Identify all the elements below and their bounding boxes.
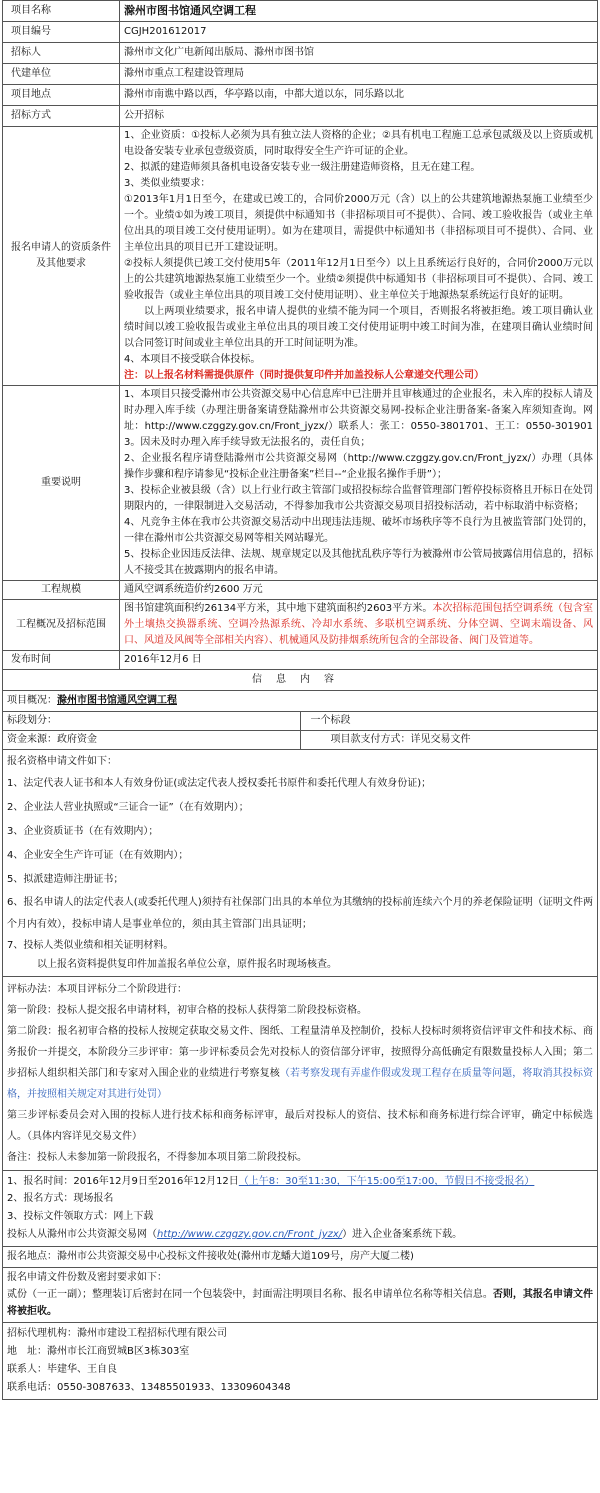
signup-time bbox=[7, 1173, 593, 1190]
important-para: 4、凡竞争主体在我市公共资源交易活动中出现违法违规、破坏市场秩序等不良行为且被监管部门处罚的，一律在滁州市公共资源交易网等相关网站曝光。 bbox=[124, 517, 593, 544]
important-label: 重要说明 bbox=[3, 386, 120, 581]
agent-builder-value: 滁州市重点工程建设管理局 bbox=[120, 64, 598, 85]
copies-line bbox=[7, 1286, 593, 1320]
qualification-content bbox=[120, 127, 598, 386]
eval-line bbox=[7, 1021, 593, 1105]
location-label: 项目地点 bbox=[3, 85, 120, 106]
signup-content bbox=[3, 1171, 598, 1247]
signup-doc-a: 投标人从滁州市公共资源交易网（ bbox=[7, 1229, 157, 1240]
location-value: 滁州市南谯中路以西，华亭路以南，中都大道以东，同乐路以北 bbox=[120, 85, 598, 106]
eval-line: 备注：投标人未参加第一阶段报名，不得参加本项目第二阶段投标。 bbox=[7, 1152, 307, 1163]
materials-tail: 以上报名资料提供复印件加盖报名单位公章，原件报名时现场核查。 bbox=[37, 959, 337, 970]
agency-address: 地 址：滁州市长江商贸城B区3栋303室 bbox=[7, 1346, 190, 1357]
info-signup-row bbox=[3, 1171, 598, 1247]
signup-doc-b: ）进入企业备案系统下载。 bbox=[342, 1229, 463, 1240]
scale-value: 通风空调系统造价约2600 万元 bbox=[120, 581, 598, 600]
qualification-para: 1、企业资质：①投标人必须为具有独立法人资格的企业；②具有机电工程施工总承包贰级及以上资质或机电设备安装专业承包壹级资质，同时取得安全生产许可证的企业。 bbox=[124, 130, 593, 157]
qualification-para: 以上两项业绩要求，报名申请人提供的业绩不能为同一个项目，否则报名将被拒绝。竣工项目确认业绩时间以竣工验收报告或业主单位出具的项目竣工交付使用证明中竣工时间为准，在建项目确认业绩时间以合同签订时间或业主单位出具的开工时间证明为准。 bbox=[124, 306, 593, 349]
qualification-para: 4、本项目不接受联合体投标。 bbox=[124, 354, 261, 365]
info-copies-row bbox=[3, 1268, 598, 1323]
eval-content bbox=[3, 977, 598, 1171]
materials-line: 6、报名申请人的法定代表人(或委托代理人)须持有社保部门出具的本单位为其缴纳的投标前连续六个月的养老保险证明（证明文件两个月内有效），投标申请人是事业单位的，须由其主管部门出具证明； bbox=[7, 897, 593, 930]
fund-source: 资金来源：政府资金 bbox=[3, 731, 301, 750]
important-para: 1、本项目只接受滁州市公共资源交易中心信息库中已注册并且审核通过的企业报名，未入库的投标人请及时办理入库手续（办理注册备案请登陆滁州市公共资源交易网-投标企业注册备案-备案入库须知查询。网址：http://www.czggzy.gov.cn/Front_jyzx/）联系人：张工：0550-3801701、王工：0550-3019013。因未及时办理入库手续导致无法报名的，责任自负； bbox=[124, 389, 593, 448]
eval-line: 第一阶段：投标人提交报名申请材料，初审合格的投标人获得第二阶段投标资格。 bbox=[7, 1005, 367, 1016]
row-tenderer bbox=[3, 43, 598, 64]
tender-method-label: 招标方式 bbox=[3, 106, 120, 127]
qualification-para: 3、类似业绩要求： bbox=[124, 178, 211, 189]
scale-label: 工程规模 bbox=[3, 581, 120, 600]
info-materials-row bbox=[3, 750, 598, 977]
agency-name: 招标代理机构：滁州市建设工程招标代理有限公司 bbox=[7, 1328, 227, 1339]
info-eval-row bbox=[3, 977, 598, 1171]
info-overview bbox=[3, 691, 598, 712]
eval-line: 评标办法：本项目评标分二个阶段进行： bbox=[7, 984, 187, 995]
agency-contact: 联系人：毕建华、王自良 bbox=[7, 1364, 117, 1375]
row-important bbox=[3, 386, 598, 581]
publish-time-value: 2016年12月6 日 bbox=[120, 651, 598, 670]
tender-method-value: 公开招标 bbox=[120, 106, 598, 127]
row-project-number bbox=[3, 22, 598, 43]
project-number-value: CGJH201612017 bbox=[120, 22, 598, 43]
project-info-table bbox=[2, 0, 598, 670]
eval-stage2-note: （若考察发现有弄虚作假或发现工程存在质量等问题，将取消其投标资格，并按照相关规定对其进行处罚） bbox=[7, 1068, 594, 1100]
eval-stage2: 第二阶段：报名初审合格的投标人按规定获取交易文件、图纸、工程量清单及控制价，投标人投标时须将资信评审文件和技术标、商务报价一并提交，本阶段分三步评审：第一步评标委员会先对投标人的资信部分评审，按照得分高低确定有限数量投标人入围；第二步招标人组织相关部门和专家对入围企业的业绩进行考察复核 bbox=[7, 1026, 593, 1079]
row-tender-method bbox=[3, 106, 598, 127]
important-content bbox=[120, 386, 598, 581]
info-content-table bbox=[2, 669, 598, 1400]
tender-announcement bbox=[2, 0, 598, 1400]
copies-desc: 贰份（一正一副）；整理装订后密封在同一个包装袋中，封面需注明项目名称、报名申请单位名称等相关信息。 bbox=[7, 1289, 493, 1300]
info-header: 信息内容 bbox=[3, 670, 598, 691]
agency-phone: 联系电话：0550-3087633、13485501933、13309604348 bbox=[7, 1382, 291, 1393]
row-project-name bbox=[3, 1, 598, 22]
info-overview-value: 滁州市图书馆通风空调工程 bbox=[57, 695, 177, 706]
qualification-para: 2、拟派的建造师须具备机电设备安装专业一级注册建造师资格，且无在建工程。 bbox=[124, 162, 481, 173]
section-value: 一个标段 bbox=[300, 712, 598, 731]
overview-label: 工程概况及招标范围 bbox=[3, 600, 120, 651]
info-place-row bbox=[3, 1247, 598, 1268]
eval-line: 第三步评标委员会对入围的投标人进行技术标和商务标评审，最后对投标人的资信、技术标和商务标进行综合评审，确定中标候选人。（具体内容详见交易文件） bbox=[7, 1110, 593, 1142]
signup-place: 报名地点：滁州市公共资源交易中心投标文件接收处(滁州市龙蟠大道109号，房产大厦二楼) bbox=[3, 1247, 598, 1268]
signup-doc: 3、投标文件领取方式：网上下载 bbox=[7, 1211, 154, 1222]
materials-line: 报名资格申请文件如下： bbox=[7, 756, 117, 767]
materials-line: 5、拟派建造师注册证书； bbox=[7, 874, 124, 885]
info-agency-row bbox=[3, 1323, 598, 1400]
info-header-row bbox=[3, 670, 598, 691]
overview-content bbox=[120, 600, 598, 651]
materials-line: 3、企业资质证书（在有效期内）； bbox=[7, 826, 159, 837]
materials-line: 4、企业安全生产许可证（在有效期内）； bbox=[7, 850, 189, 861]
row-publish-time bbox=[3, 651, 598, 670]
tenderer-value: 滁州市文化广电新闻出版局、滁州市图书馆 bbox=[120, 43, 598, 64]
signup-method: 2、报名方式：现场报名 bbox=[7, 1193, 114, 1204]
signup-time-hours: （上午8：30至11:30，下午15:00至17:00，节假日不接受报名） bbox=[238, 1176, 535, 1187]
row-agent-builder bbox=[3, 64, 598, 85]
qualification-label: 报名申请人的资质条件及其他要求 bbox=[3, 127, 120, 386]
project-name-value: 滁州市图书馆通风空调工程 bbox=[120, 1, 598, 22]
materials-line: 7、投标人类似业绩和相关证明材料。 bbox=[7, 940, 174, 951]
row-location bbox=[3, 85, 598, 106]
row-overview bbox=[3, 600, 598, 651]
copies-line: 报名申请文件份数及密封要求如下： bbox=[7, 1272, 167, 1283]
signup-doc-line bbox=[7, 1226, 593, 1244]
agency-content bbox=[3, 1323, 598, 1400]
important-para: 5、投标企业因违反法律、法规、规章规定以及其他扰乱秩序等行为被滁州市公管局披露信用信息的，招标人不接受其在披露期内的报名申请。 bbox=[124, 549, 593, 576]
project-name-label: 项目名称 bbox=[3, 1, 120, 22]
row-qualification bbox=[3, 127, 598, 386]
copies-content bbox=[3, 1268, 598, 1323]
info-fund-row bbox=[3, 731, 598, 750]
copies-warning: 否则，其报名申请文件将被拒收。 bbox=[7, 1289, 593, 1317]
agent-builder-label: 代建单位 bbox=[3, 64, 120, 85]
payment-method: 项目款支付方式：详见交易文件 bbox=[300, 731, 598, 750]
materials-line: 2、企业法人营业执照或“三证合一证”（在有效期内）； bbox=[7, 802, 249, 813]
qualification-para: ①2013年1月1日至今，在建或已竣工的，合同价2000万元（含）以上的公共建筑地源热泵施工业绩至少一个。业绩①如为竣工项目，须提供中标通知书（非招标项目可不提供）、合同、竣工验收报告（或业主单位出具的项目竣工交付使用证明）。如为在建项目，需提供中标通知书（非招标项目可不提供）、合同、业主单位出具的项目已开工建设证明。 bbox=[124, 194, 593, 253]
info-overview-row bbox=[3, 691, 598, 712]
important-para: 2、企业报名程序请登陆滁州市公共资源交易网（http://www.czggzy.gov.cn/Front_jyzx/）办理（具体操作步骤和程序请参见“投标企业注册备案”栏目--“企业报名操作手册”）； bbox=[124, 453, 593, 480]
overview-scope: 本次招标范围包括空调系统（包含室外土壤热交换器系统、空调冷热源系统、冷却水系统、多联机空调系统、分体空调、空调末端设备、风口、风道及风阀等全部相关内容）、机械通风及防排烟系统所包含的全部设备、阀门及管道等。 bbox=[124, 603, 594, 646]
overview-plain: 图书馆建筑面积约26134平方米，其中地下建筑面积约2603平方米。 bbox=[124, 603, 433, 614]
qualification-para: ②投标人须提供已竣工交付使用5年（2011年12月1日至今）以上且系统运行良好的，合同价2000万元以上的公共建筑地源热泵施工业绩至少一个。业绩②须提供中标通知书（非招标项目可不提供）、合同、竣工验收报告（或业主单位出具的项目竣工交付使用证明）、业主单位关于地源热泵系统运行良好的证明。 bbox=[124, 258, 593, 301]
trading-site-link[interactable]: http://www.czggzy.gov.cn/Front_jyzx/ bbox=[157, 1229, 343, 1240]
materials-line: 1、法定代表人证书和本人有效身份证(或法定代表人授权委托书原件和委托代理人有效身份证)； bbox=[7, 778, 432, 789]
important-para: 3、投标企业被县级（含）以上行业行政主管部门或招投标综合监督管理部门暂停投标资格且开标日在处罚期限内的，一律限制进入交易活动，不得参加我市公共资源交易项目招投标活动，若中标取消中标资格； bbox=[124, 485, 593, 512]
info-section-row bbox=[3, 712, 598, 731]
publish-time-label: 发布时间 bbox=[3, 651, 120, 670]
tenderer-label: 招标人 bbox=[3, 43, 120, 64]
qualification-note: 注：以上报名材料需提供原件（同时提供复印件并加盖投标人公章递交代理公司） bbox=[124, 370, 484, 381]
materials-content bbox=[3, 750, 598, 977]
section-label: 标段划分： bbox=[3, 712, 301, 731]
row-scale bbox=[3, 581, 598, 600]
info-overview-label: 项目概况： bbox=[7, 695, 57, 706]
project-number-label: 项目编号 bbox=[3, 22, 120, 43]
signup-time-label: 1、报名时间：2016年12月9日至2016年12月12日 bbox=[7, 1176, 239, 1187]
